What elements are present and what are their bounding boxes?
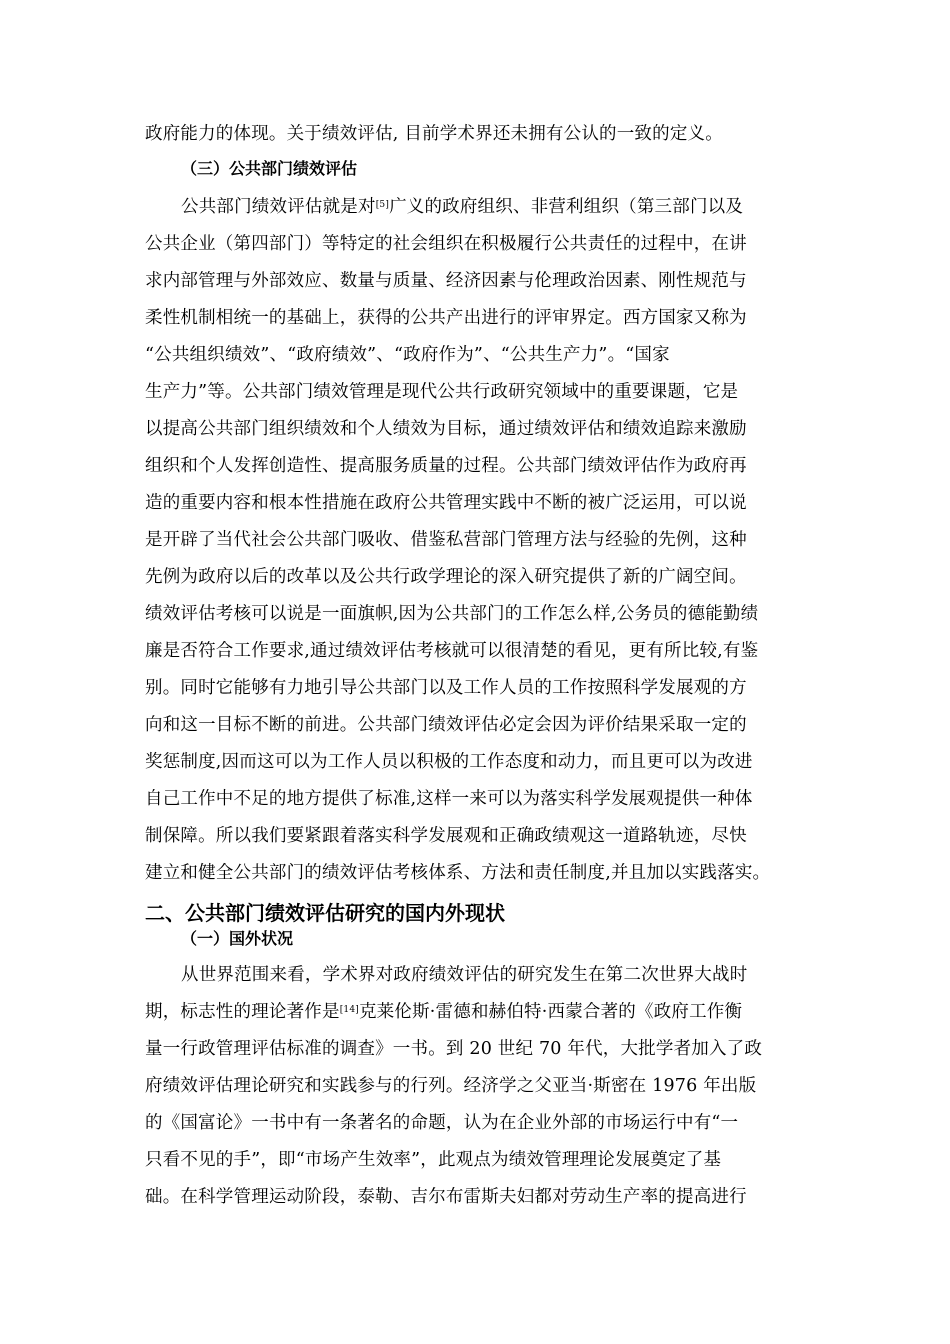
paragraph-line	[145, 1000, 742, 1024]
paragraph-line: 自己工作中不足的地方提供了标准,这样一来可以为落实科学发展观提供一种体	[145, 789, 753, 809]
paragraph-line: 柔性机制相统一的基础上，获得的公共产出进行的评审界定。西方国家又称为	[145, 308, 747, 328]
section-heading-foreign-status: （一）国外状况	[181, 929, 294, 948]
paragraph-line: 府绩效评估理论研究和实践参与的行列。经济学之父亚当·斯密在 1976 年出版	[145, 1076, 757, 1096]
section-heading-public-sector-evaluation: （三）公共部门绩效评估	[181, 159, 358, 178]
paragraph-line: 以提高公共部门组织绩效和个人绩效为目标，通过绩效评估和绩效追踪来激励	[145, 419, 747, 439]
paragraph-line: 生产力”等。公共部门绩效管理是现代公共行政研究领域中的重要课题，它是	[145, 382, 739, 402]
paragraph-line: 向和这一目标不断的前进。公共部门绩效评估必定会因为评价结果采取一定的	[145, 715, 747, 735]
paragraph-line: 从世界范围来看，学术界对政府绩效评估的研究发生在第二次世界大战时	[181, 965, 748, 985]
paragraph-line: 奖惩制度,因而这可以为工作人员以积极的工作态度和动力，而且更可以为改进	[145, 752, 753, 772]
paragraph-line: 先例为政府以后的改革以及公共行政学理论的深入研究提供了新的广阔空间。	[145, 567, 747, 587]
paragraph-line: 是开辟了当代社会公共部门吸收、借鉴私营部门管理方法与经验的先例，这种	[145, 530, 747, 550]
paragraph-line: 别。同时它能够有力地引导公共部门以及工作人员的工作按照科学发展观的方	[145, 678, 747, 698]
paragraph-line: 础。在科学管理运动阶段，泰勒、吉尔布雷斯夫妇都对劳动生产率的提高进行	[145, 1187, 747, 1207]
citation-ref: [14]	[339, 1005, 359, 1015]
paragraph-line: 组织和个人发挥创造性、提高服务质量的过程。公共部门绩效评估作为政府再	[145, 456, 747, 476]
paragraph-text: 期，标志性的理论著作是	[145, 1002, 340, 1022]
paragraph-text: 克莱伦斯·雷德和赫伯特·西蒙合著的《政府工作衡	[358, 1002, 743, 1022]
paragraph-line: 政府能力的体现。关于绩效评估, 目前学术界还未拥有公认的一致的定义。	[145, 124, 723, 144]
paragraph-line: 只看不见的手”，即“市场产生效率”，此观点为绩效管理理论发展奠定了基	[145, 1150, 722, 1170]
paragraph-line: 造的重要内容和根本性措施在政府公共管理实践中不断的被广泛运用，可以说	[145, 493, 747, 513]
paragraph-line: 廉是否符合工作要求,通过绩效评估考核就可以很清楚的看见，更有所比较,有鉴	[145, 641, 759, 661]
paragraph-line: 公共企业（第四部门）等特定的社会组织在积极履行公共责任的过程中，在讲	[145, 234, 747, 254]
paragraph-line: 制保障。所以我们要紧跟着落实科学发展观和正确政绩观这一道路轨迹，尽快	[145, 826, 747, 846]
paragraph-line: 量一行政管理评估标准的调查》一书。到 20 世纪 70 年代，大批学者加入了政	[145, 1039, 763, 1059]
paragraph-line: 绩效评估考核可以说是一面旗帜,因为公共部门的工作怎么样,公务员的德能勤绩	[145, 604, 759, 624]
paragraph-line: 求内部管理与外部效应、数量与质量、经济因素与伦理政治因素、刚性规范与	[145, 271, 747, 291]
citation-ref: [5]	[375, 200, 390, 210]
paragraph-line: 的《国富论》一书中有一条著名的命题，认为在企业外部的市场运行中有“一	[145, 1113, 739, 1133]
paragraph-text: 公共部门绩效评估就是对	[181, 197, 376, 217]
chapter-heading-research-status: 二、公共部门绩效评估研究的国内外现状	[145, 901, 505, 925]
paragraph-line	[181, 195, 743, 219]
paragraph-line: “公共组织绩效”、“政府绩效”、“政府作为”、“公共生产力”。“国家	[145, 345, 670, 365]
paragraph-line: 建立和健全公共部门的绩效评估考核体系、方法和责任制度,并且加以实践落实。	[145, 863, 771, 883]
paragraph-text: 广义的政府组织、非营利组织（第三部门以及	[389, 197, 744, 217]
